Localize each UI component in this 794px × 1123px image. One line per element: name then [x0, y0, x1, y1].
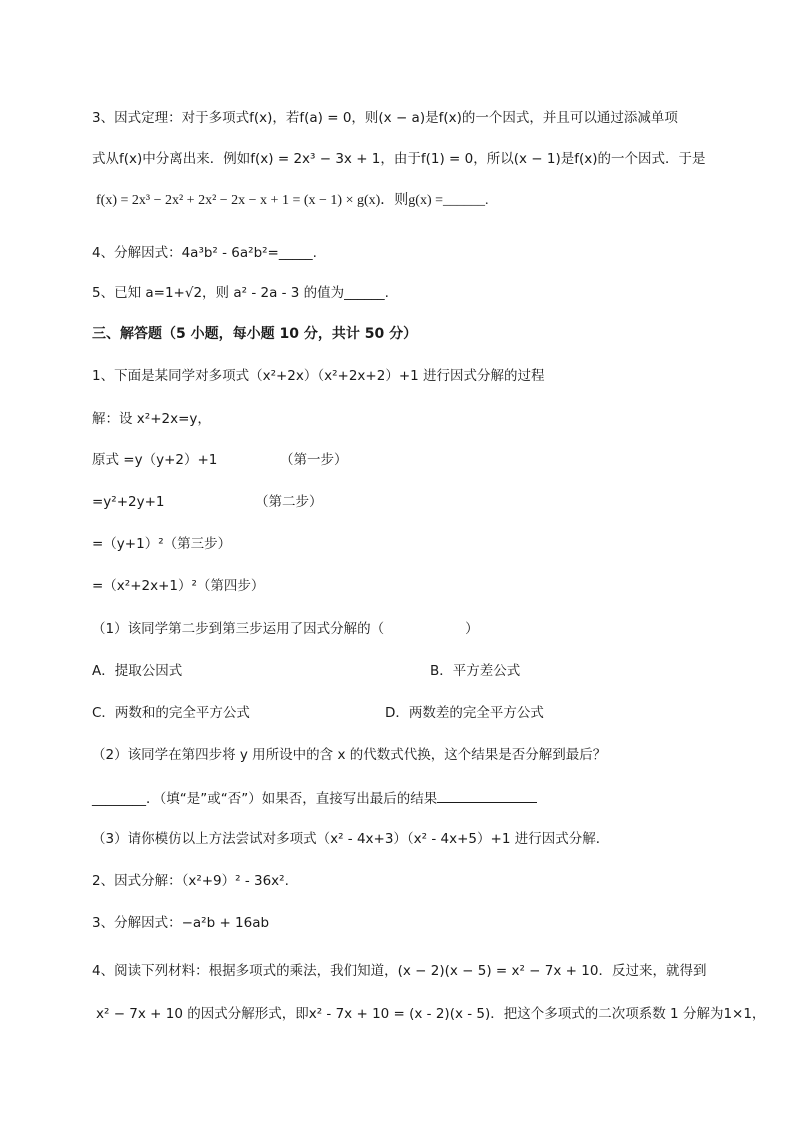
question-1-step-0: 解：设 x²+2x=y， [92, 411, 211, 427]
question-1-step-2-note: （第二步） [255, 494, 323, 510]
question-1-sub-1: （1）该同学第二步到第三步运用了因式分解的（ ） [92, 621, 479, 637]
option-a: A．提取公因式 [92, 663, 183, 679]
question-4-line-1: 4、阅读下列材料：根据多项式的乘法，我们知道，(x − 2)(x − 5) = x² − 7x + 10．反过来，就得到 [92, 963, 707, 979]
problem-3-line-3: f(x) = 2x³ − 2x² + 2x² − 2x − x + 1 = (x − 1) × g(x)．则g(x) =______. [96, 193, 489, 208]
question-1-step-1: 原式 =y（y+2）+1 [92, 452, 218, 468]
question-1-step-2: =y²+2y+1 [92, 494, 165, 510]
option-d: D．两数差的完全平方公式 [385, 705, 544, 721]
question-1-sub-2-fill-text: ________．（填“是”或“否”）如果否，直接写出最后的结果 [92, 791, 438, 807]
question-1-step-1-note: （第一步） [280, 452, 348, 468]
problem-5: 5、已知 a=1+√2，则 a² - 2a - 3 的值为______. [92, 285, 389, 301]
question-1-step-3: =（y+1）²（第三步） [92, 536, 232, 552]
option-b: B．平方差公式 [430, 663, 521, 679]
problem-3-line-1: 3、因式定理：对于多项式f(x)，若f(a) = 0，则(x − a)是f(x)的一个因式，并且可以通过添减单项 [92, 110, 678, 126]
question-2: 2、因式分解：（x²+9）² - 36x². [92, 873, 289, 889]
section-3-heading: 三、解答题（5 小题，每小题 10 分，共计 50 分） [92, 326, 418, 342]
question-1-sub-2: （2）该同学在第四步将 y 用所设中的含 x 的代数式代换，这个结果是否分解到最后？ [92, 747, 607, 763]
question-3: 3、分解因式：−a²b + 16ab [92, 915, 270, 931]
question-4-line-2: x² − 7x + 10 的因式分解形式，即x² - 7x + 10 = (x - 2)(x - 5)．把这个多项式的二次项系数 1 分解为1×1， [96, 1006, 766, 1022]
question-1-sub-2-answer-line [92, 788, 537, 808]
question-1-sub-3: （3）请你模仿以上方法尝试对多项式（x² - 4x+3）（x² - 4x+5）+1 进行因式分解． [92, 831, 610, 847]
option-c: C．两数和的完全平方公式 [92, 705, 250, 721]
question-1-title: 1、下面是某同学对多项式（x²+2x）（x²+2x+2）+1 进行因式分解的过程 [92, 368, 545, 384]
answer-blank-underline [437, 788, 537, 803]
problem-3-line-2: 式从f(x)中分离出来．例如f(x) = 2x³ − 3x + 1，由于f(1) = 0，所以(x − 1)是f(x)的一个因式．于是 [92, 151, 706, 167]
question-1-step-4: =（x²+2x+1）²（第四步） [92, 578, 265, 594]
problem-4: 4、分解因式：4a³b² - 6a²b²=_____. [92, 245, 317, 261]
